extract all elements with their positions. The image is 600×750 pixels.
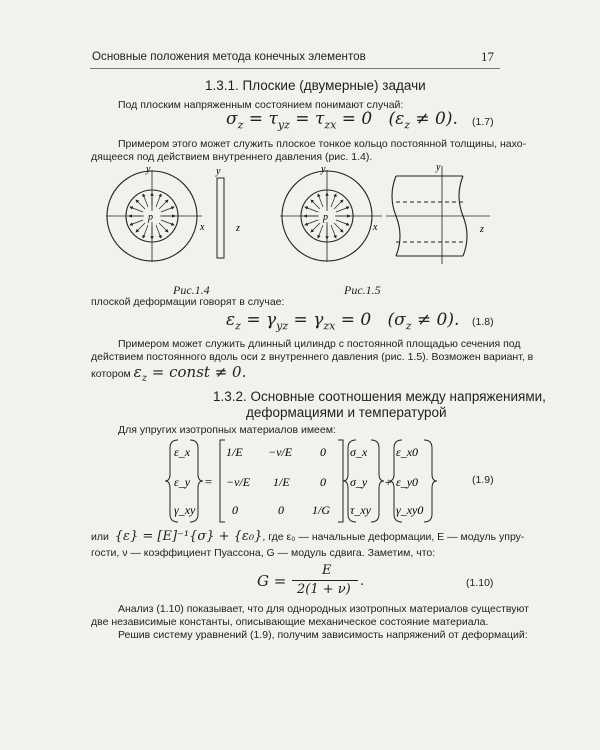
equation-number-1-7: (1.7) bbox=[472, 116, 494, 128]
stress-2: τ_xy bbox=[350, 503, 371, 517]
ring-figure-1-4 bbox=[106, 164, 205, 262]
section-heading-1-3-2-line1: 1.3.2. Основные соотношения между напряжениями, bbox=[213, 389, 546, 404]
strain-2: γ_xy bbox=[174, 503, 196, 517]
compact-desc-1: , где ε₀ — начальные деформации, E — модуль упру- bbox=[262, 531, 525, 543]
matrix-2-0: 0 bbox=[232, 503, 238, 517]
compact-form-line1 bbox=[91, 530, 524, 544]
matrix-1-0: −ν/E bbox=[226, 475, 251, 489]
axis-label-z-1-5: z bbox=[480, 224, 484, 235]
equation-1-8: $\varepsilon_z = \gamma_{yz} = \gamma_{zx} = 0$ $(\sigma_z \ne 0)$. bbox=[226, 310, 460, 333]
stress-vector bbox=[350, 445, 372, 517]
figures-1-4-1-5 bbox=[90, 160, 502, 295]
equation-number-1-9: (1.9) bbox=[472, 474, 494, 486]
cylinder-line3-prefix: котором bbox=[91, 368, 134, 380]
compact-form-line2: гости, ν — коэффициент Пуассона, G — модуль сдвига. Заметим, что: bbox=[91, 547, 436, 559]
paragraph-ring-line2: дящееся под действием внутреннего давления (рис. 1.4). bbox=[91, 151, 373, 163]
compliance-matrix bbox=[226, 445, 330, 517]
section-heading-1-3-1: 1.3.1. Плоские (двумерные) задачи bbox=[205, 78, 426, 93]
compact-equation: {ε} = [E]⁻¹{σ} + {ε₀} bbox=[114, 529, 263, 544]
matrix-0-2: 0 bbox=[320, 445, 326, 459]
matrix-1-1: 1/E bbox=[273, 475, 290, 489]
page-number: 17 bbox=[481, 49, 494, 64]
or-word: или bbox=[91, 531, 109, 543]
axis-label-y-1-4: y bbox=[146, 164, 151, 175]
matrix-1-2: 0 bbox=[320, 475, 326, 489]
analysis-line1: Анализ (1.10) показывает, что для однородных изотропных материалов существуют bbox=[118, 603, 529, 615]
equation-1-7: $\sigma_z = \tau_{yz} = \tau_{zx} = 0$ $(\varepsilon_z \ne 0)$. bbox=[226, 109, 458, 132]
section-heading-1-3-2-line2: деформациями и температурой bbox=[246, 405, 447, 420]
axis-label-z-1-4: z bbox=[236, 223, 240, 234]
analysis-line2: две независимые константы, описывающие механическое состояние материала. bbox=[91, 616, 489, 628]
isotropic-intro: Для упругих изотропных материалов имеем: bbox=[118, 424, 336, 436]
caption-fig-1-4: Рис.1.4 bbox=[173, 283, 210, 297]
initial-strain-0: ε_x0 bbox=[396, 445, 419, 459]
matrix-0-1: −ν/E bbox=[268, 445, 293, 459]
equation-1-9 bbox=[160, 436, 450, 526]
initial-strain-vector bbox=[396, 445, 423, 517]
equals-sign: = bbox=[204, 474, 213, 489]
stress-1: σ_y bbox=[350, 475, 368, 489]
paragraph-cylinder-line2: действием постоянного вдоль оси z внутреннего давления (рис. 1.5). Возможен вариант, в bbox=[91, 351, 534, 363]
paragraph-ring-line1: Примером этого может служить плоское тонкое кольцо постоянной толщины, нахо- bbox=[118, 138, 527, 150]
axis-label-x-1-5: x bbox=[373, 222, 378, 233]
equation-number-1-10: (1.10) bbox=[466, 577, 494, 589]
equation-number-1-8: (1.8) bbox=[472, 316, 494, 328]
strain-1: ε_y bbox=[174, 475, 191, 489]
ring-figure-1-5 bbox=[280, 164, 382, 262]
matrix-2-2: 1/G bbox=[312, 503, 330, 517]
initial-strain-2: γ_xy0 bbox=[396, 503, 424, 517]
pressure-label-1-4: p bbox=[148, 212, 153, 223]
equation-1-10-numerator: E bbox=[322, 563, 332, 578]
paragraph-cylinder-line3 bbox=[91, 363, 247, 385]
axis-label-y-1-4b: y bbox=[216, 166, 221, 177]
strain-vector bbox=[174, 445, 196, 517]
stress-0: σ_x bbox=[350, 445, 368, 459]
equation-1-10-denominator: 2(1 + ν) bbox=[297, 582, 351, 597]
fraction-bar bbox=[292, 580, 358, 581]
axis-label-x-1-4: x bbox=[200, 222, 205, 233]
paragraph-cylinder-line1: Примером может служить длинный цилиндр с постоянной площадью сечения под bbox=[118, 338, 521, 350]
initial-strain-1: ε_y0 bbox=[396, 475, 419, 489]
plane-stress-intro: Под плоским напряженным состоянием понимают случай: bbox=[118, 99, 404, 111]
equation-1-10-period: . bbox=[360, 574, 365, 589]
strain-0: ε_x bbox=[174, 445, 191, 459]
plane-strain-intro: плоской деформации говорят в случае: bbox=[91, 296, 285, 308]
matrix-0-0: 1/E bbox=[226, 445, 243, 459]
cylinder-side-view-1-5 bbox=[386, 162, 490, 264]
plus-sign: + bbox=[384, 475, 393, 489]
plate-side-view-1-4 bbox=[215, 166, 240, 258]
closing-sentence: Решив систему уравнений (1.9), получим зависимость напряжений от деформаций: bbox=[118, 629, 528, 641]
caption-fig-1-5: Рис.1.5 bbox=[344, 283, 381, 297]
axis-label-y-1-5b: y bbox=[436, 162, 441, 173]
pressure-label-1-5: p bbox=[323, 212, 328, 223]
header-rule bbox=[90, 68, 500, 69]
const-strain-equation: $\varepsilon_z$ = const ≠ 0. bbox=[133, 363, 247, 384]
matrix-2-1: 0 bbox=[278, 503, 284, 517]
axis-label-y-1-5: y bbox=[321, 164, 326, 175]
running-header: Основные положения метода конечных элементов bbox=[92, 50, 366, 63]
equation-1-10-lhs: G = bbox=[257, 572, 287, 590]
